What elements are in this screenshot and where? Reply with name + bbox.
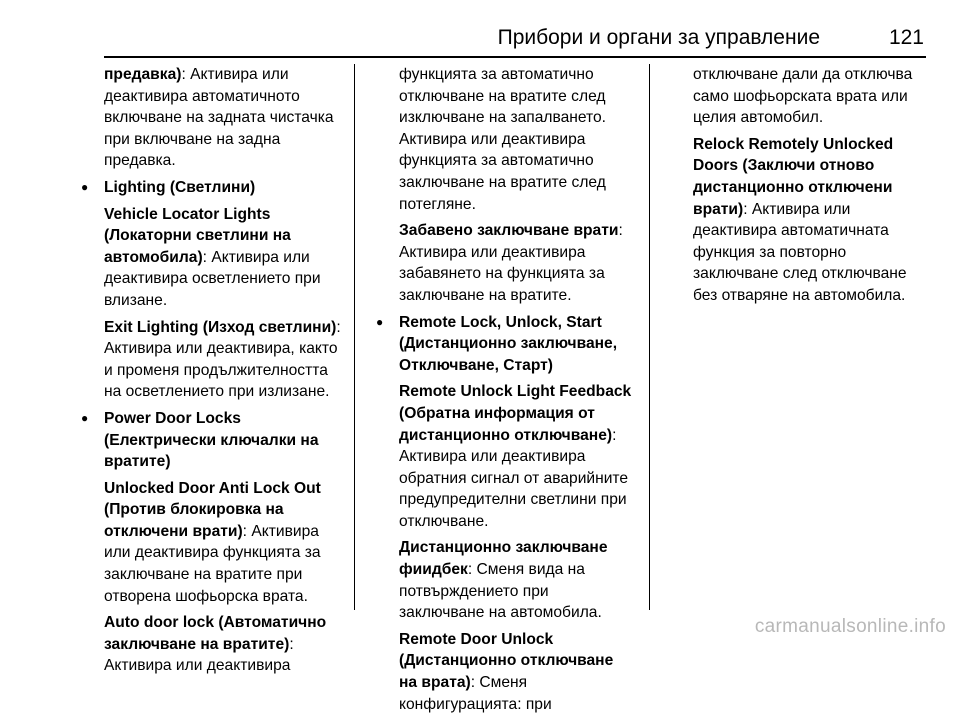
term: Exit Lighting (Изход светлини) xyxy=(104,318,337,336)
description: : Активира или деактивира функцията за заключване на вратите при отворена шофьорска врата. xyxy=(104,522,321,605)
term: Remote Unlock Light Feedback (Обратна информация от дистанционно отключване) xyxy=(399,383,632,444)
description: : Активира или деактивира обратния сигнал от аварийните предупредителни светлини при отключване. xyxy=(399,426,629,530)
description: : Активира или деактивира автоматичната функция за повторно заключване след отключване без отваряне на автомобила. xyxy=(693,200,907,304)
page-number: 121 xyxy=(888,26,924,49)
term: Auto door lock (Автоматично заключване на вратите) xyxy=(104,614,327,653)
paragraph xyxy=(693,134,929,307)
bullet-item-power-door-locks xyxy=(104,408,344,473)
term: Забавено заключване врати xyxy=(399,222,619,240)
bullet-heading: Lighting (Светлини) xyxy=(104,178,256,196)
bullet-heading: Remote Lock, Unlock, Start (Дистанционно заключване, Отключване, Старт) xyxy=(399,313,618,374)
description: : Активира или деактивира забавянето на функцията за заключване на вратите. xyxy=(399,222,623,304)
description: функцията за автоматично отключване на вратите след изключване на запалването. Активира или деактивира функцията за автоматично заключване на вратите след потегляне. xyxy=(399,66,607,213)
column-divider xyxy=(649,64,650,610)
paragraph xyxy=(104,612,344,677)
description: : Активира или деактивира, както и променя продължителността на осветлението при излизане. xyxy=(104,318,341,401)
column-divider xyxy=(354,64,355,610)
term: предавка) xyxy=(104,66,182,83)
paragraph xyxy=(104,64,344,172)
term: Vehicle Locator Lights (Локаторни светлини на автомобила) xyxy=(104,205,291,266)
bullet-heading: Power Door Locks (Електрически ключалки на вратите) xyxy=(104,409,319,471)
column-1 xyxy=(104,64,344,682)
description: : Активира или деактивира осветлението при влизане. xyxy=(104,248,321,309)
bullet-item-remote xyxy=(399,312,635,377)
term: Дистанционно заключване фиидбек xyxy=(399,539,608,579)
paragraph xyxy=(399,64,635,215)
term: Unlocked Door Anti Lock Out (Против блокировка на отключени врати) xyxy=(104,479,321,540)
description: : Сменя вида на потвърждението при заключване на автомобила. xyxy=(399,561,602,622)
description: : Активира или деактивира xyxy=(104,635,294,675)
term: Relock Remotely Unlocked Doors (Заключи отново дистанционно отключени врати) xyxy=(693,135,894,218)
header-divider xyxy=(104,56,926,58)
description: отключване дали да отключва само шофьорската врата или целия автомобил. xyxy=(693,66,913,127)
bullet-item-lighting xyxy=(104,177,344,199)
paragraph xyxy=(693,64,929,129)
section-title: Прибори и органи за управление xyxy=(497,26,820,49)
term: Remote Door Unlock (Дистанционно отключване на врата) xyxy=(399,630,614,692)
page-header xyxy=(0,24,960,54)
paragraph xyxy=(399,220,635,306)
watermark: carmanualsonline.info xyxy=(754,616,946,637)
paragraph xyxy=(399,537,635,623)
description: : Активира или деактивира автоматичното включване на задната чистачка при включване на задна предавка. xyxy=(104,66,334,170)
paragraph xyxy=(104,204,344,312)
column-3 xyxy=(693,64,929,312)
paragraph xyxy=(104,317,344,403)
paragraph xyxy=(399,381,635,532)
description: : Сменя конфигурацията: при xyxy=(399,674,552,713)
column-2 xyxy=(399,64,635,720)
paragraph xyxy=(104,478,344,608)
